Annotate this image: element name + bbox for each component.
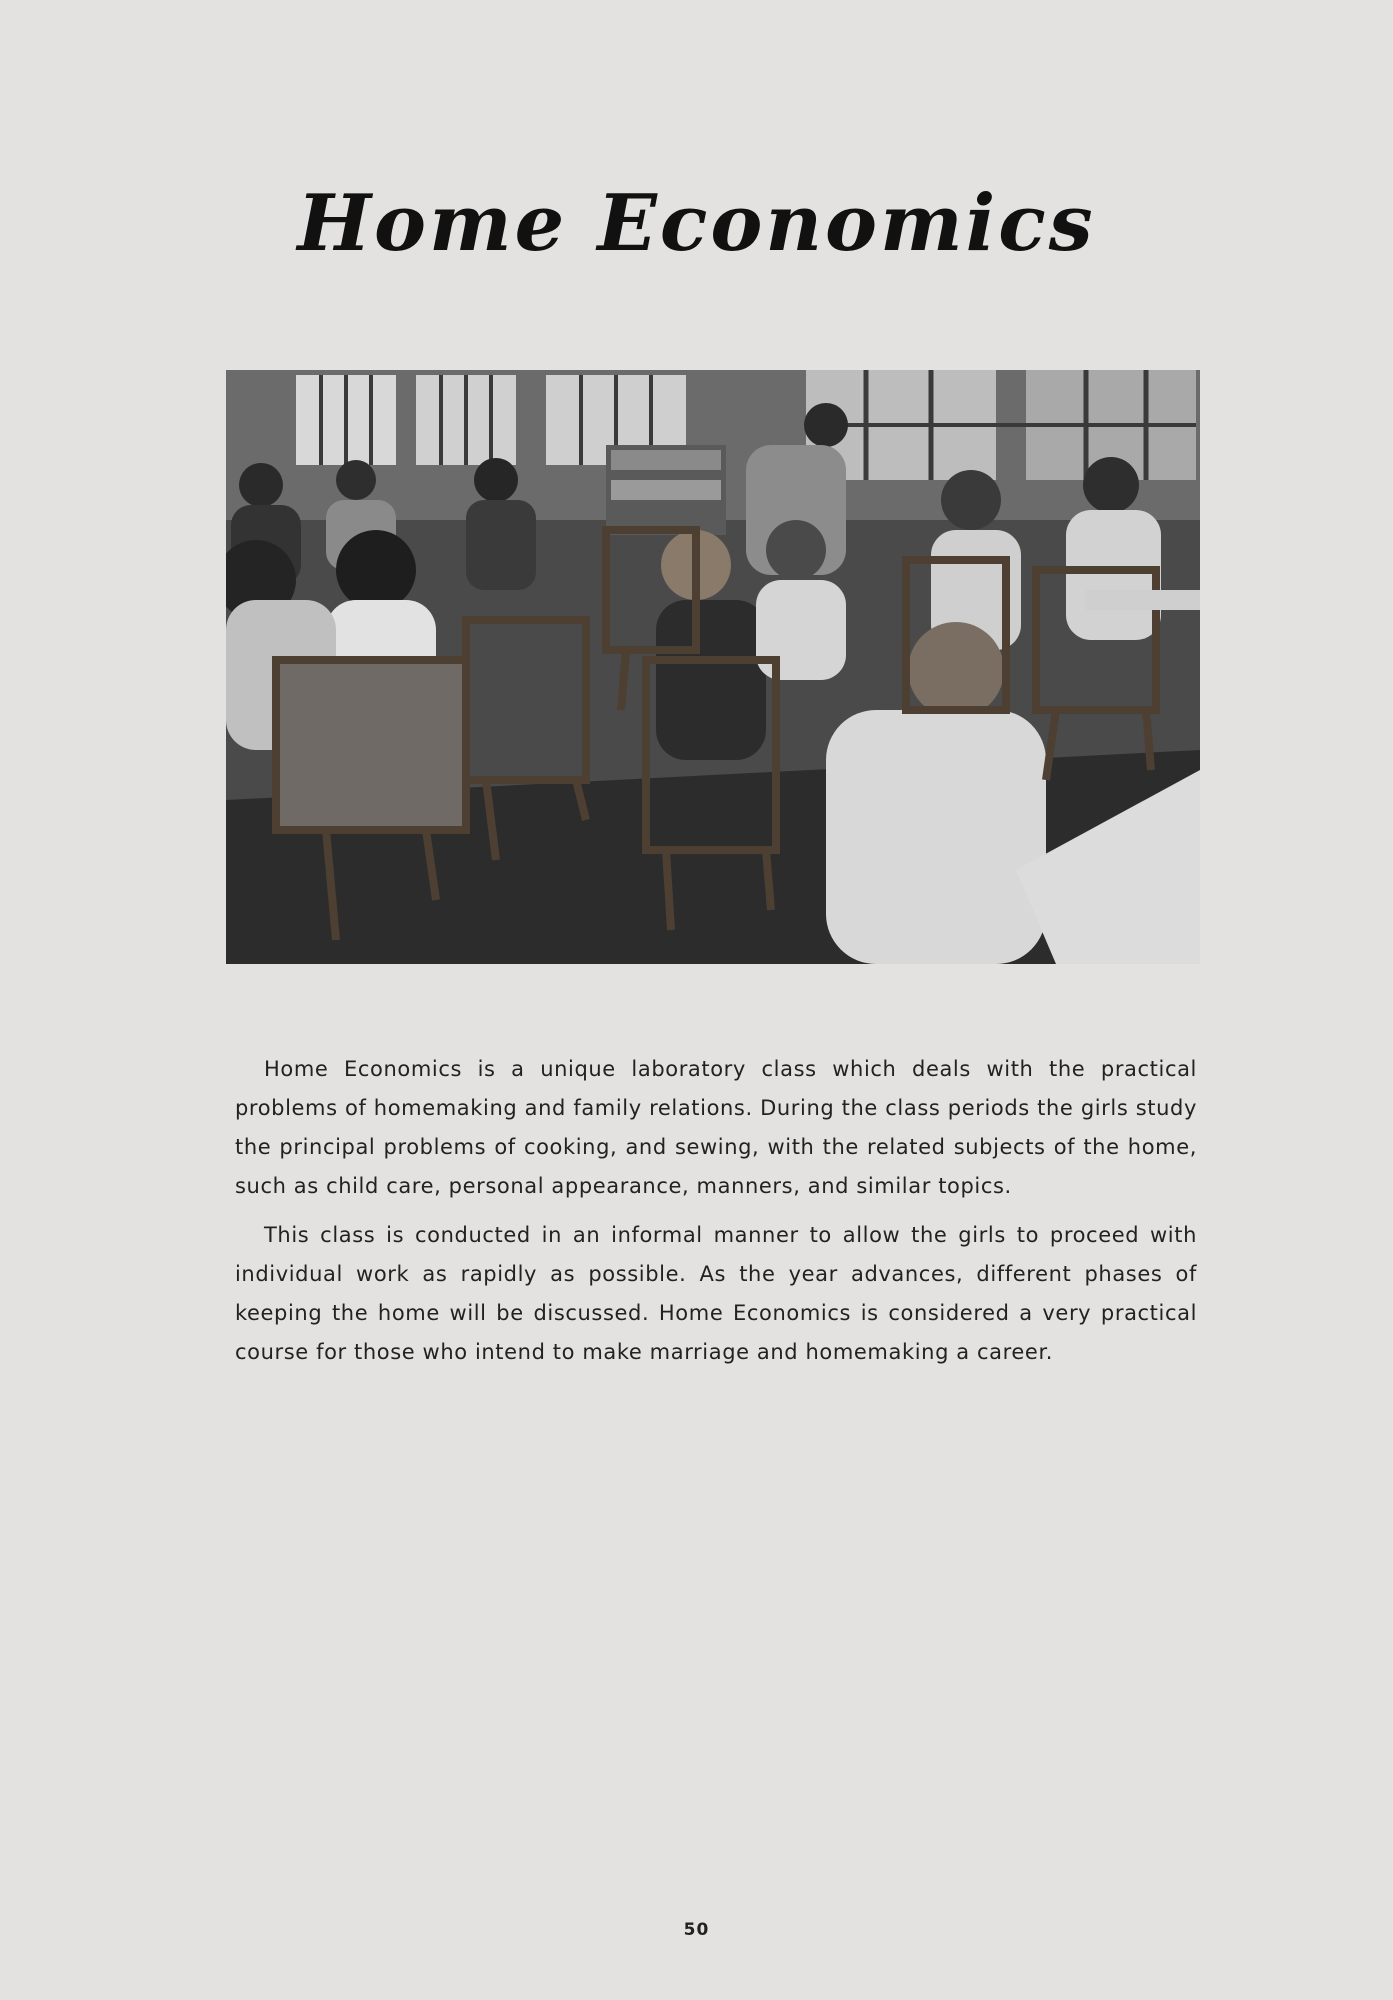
paragraph-2: This class is conducted in an informal manner to allow the girls to proceed with individual work as rapidly as possible. As the year advances, different phases of keeping the home will be discussed. Home Economics is considered a very practical course for those who intend to make marriage and homemaking a career. [235,1223,1197,1364]
page-title: Home Economics [297,178,1096,269]
window-left [296,375,396,465]
window-center-left [416,375,516,465]
article-body [235,1050,1197,1382]
classroom-photo-illustration [226,370,1200,964]
paragraph-1: Home Economics is a unique laboratory class which deals with the practical problems of homemaking and family relations. During the class periods the girls study the principal problems of cooking, and sewing, with the related subjects of the home, such as child care, personal appearance, manners, and similar topics. [235,1057,1197,1198]
classroom-photo [226,370,1200,964]
page-number: 50 [683,1920,710,1940]
